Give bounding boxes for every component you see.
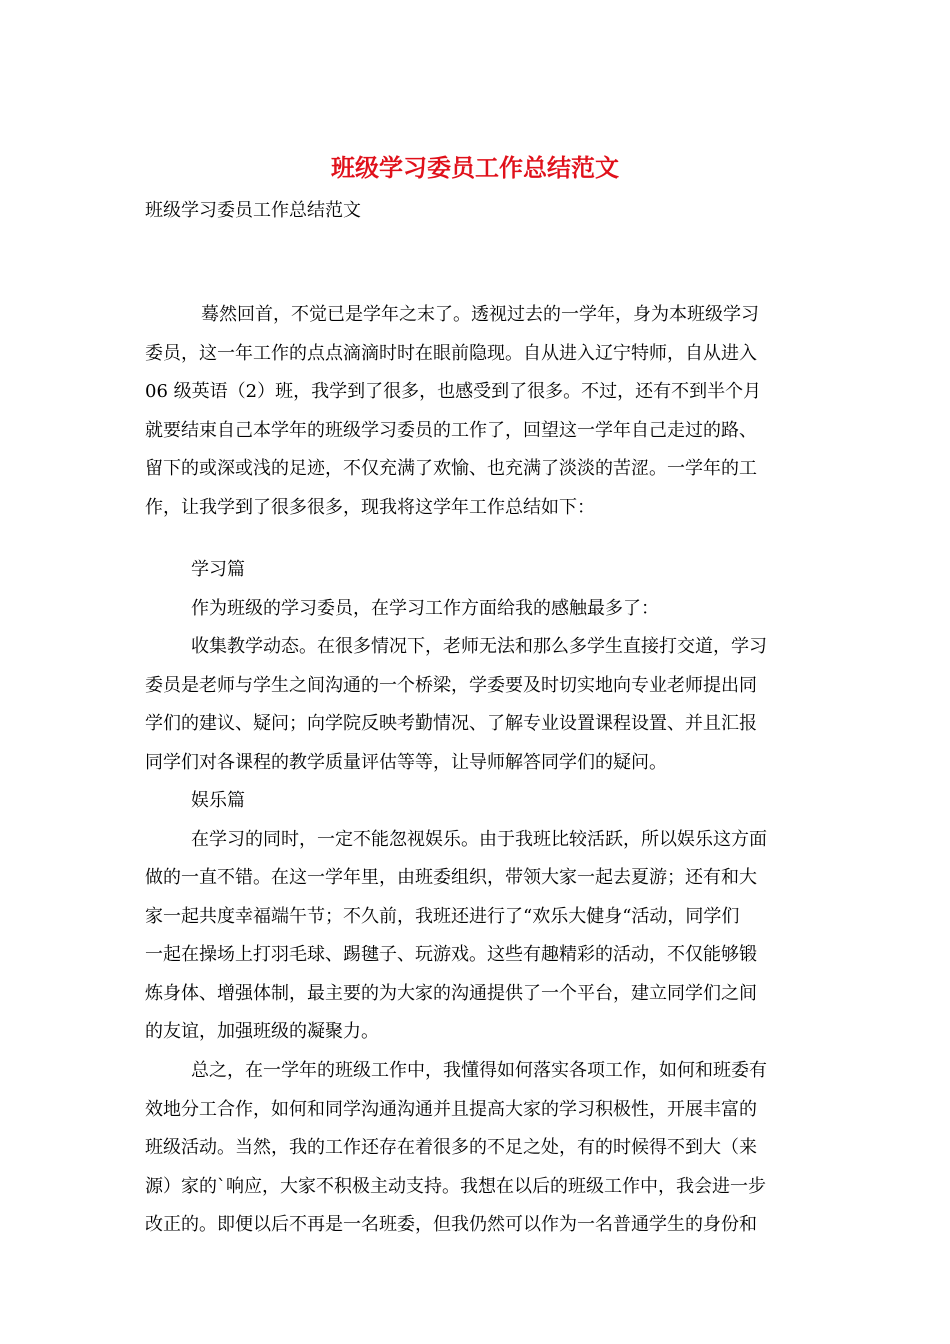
study-line: 委员是老师与学生之间沟通的一个桥梁，学委要及时切实地向专业老师提出同 [145,674,757,696]
intro-line: 就要结束自己本学年的班级学习委员的工作了，回望这一学年自己走过的路、 [145,419,757,441]
study-line: 收集教学动态。在很多情况下，老师无法和那么多学生直接打交道，学习 [191,636,767,657]
fun-line: 做的一直不错。在这一学年里，由班委组织，带领大家一起去夏游；还有和大 [145,867,757,888]
intro-paragraph [145,296,810,527]
fun-line: 的友谊，加强班级的凝聚力。 [145,1021,379,1042]
intro-line: 06 级英语（2）班，我学到了很多，也感受到了很多。不过，还有不到半个月 [145,381,762,402]
summary-line: 改正的。即便以后不再是一名班委，但我仍然可以作为一名普通学生的身份和 [145,1214,757,1235]
document-subtitle: 班级学习委员工作总结范文 [145,200,361,221]
intro-line: 作，让我学到了很多很多，现我将这学年工作总结如下： [145,496,595,518]
intro-line: 蓦然回首，不觉已是学年之末了。透视过去的一学年，身为本班级学习 [201,304,759,325]
intro-line: 委员，这一年工作的点点滴滴时时在眼前隐现。自从进入辽宁特师，自从进入 [145,342,757,364]
summary-section [145,1052,810,1245]
document-title: 班级学习委员工作总结范文 [331,153,619,182]
intro-line: 留下的或深或浅的足迹，不仅充满了欢愉、也充满了淡淡的苦涩。一学年的工 [145,458,757,479]
study-section [145,551,810,782]
study-line: 同学们对各课程的教学质量评估等等，让导师解答同学们的疑问。 [145,751,667,773]
summary-line: 班级活动。当然，我的工作还存在着很多的不足之处，有的时候得不到大（来 [145,1137,757,1158]
fun-line: 一起在操场上打羽毛球、踢毽子、玩游戏。这些有趣精彩的活动，不仅能够锻 [145,944,757,965]
fun-heading: 娱乐篇 [191,790,245,811]
study-line: 学们的建议、疑问；向学院反映考勤情况、了解专业设置课程设置、并且汇报 [145,713,757,734]
study-heading: 学习篇 [191,559,245,580]
summary-line: 总之，在一学年的班级工作中，我懂得如何落实各项工作，如何和班委有 [191,1060,767,1081]
fun-section [145,782,810,1052]
fun-line: 在学习的同时，一定不能忽视娱乐。由于我班比较活跃，所以娱乐这方面 [191,828,767,850]
fun-line: 炼身体、增强体制，最主要的为大家的沟通提供了一个平台，建立同学们之间 [145,982,757,1004]
fun-line: 家一起共度幸福端午节；不久前，我班还进行了“欢乐大健身“活动，同学们 [145,905,740,927]
summary-line: 源）家的`响应，大家不积极主动支持。我想在以后的班级工作中，我会进一步 [145,1175,766,1197]
study-lead: 作为班级的学习委员，在学习工作方面给我的感触最多了： [191,597,659,619]
summary-line: 效地分工合作，如何和同学沟通沟通并且提高大家的学习积极性，开展丰富的 [145,1098,757,1120]
